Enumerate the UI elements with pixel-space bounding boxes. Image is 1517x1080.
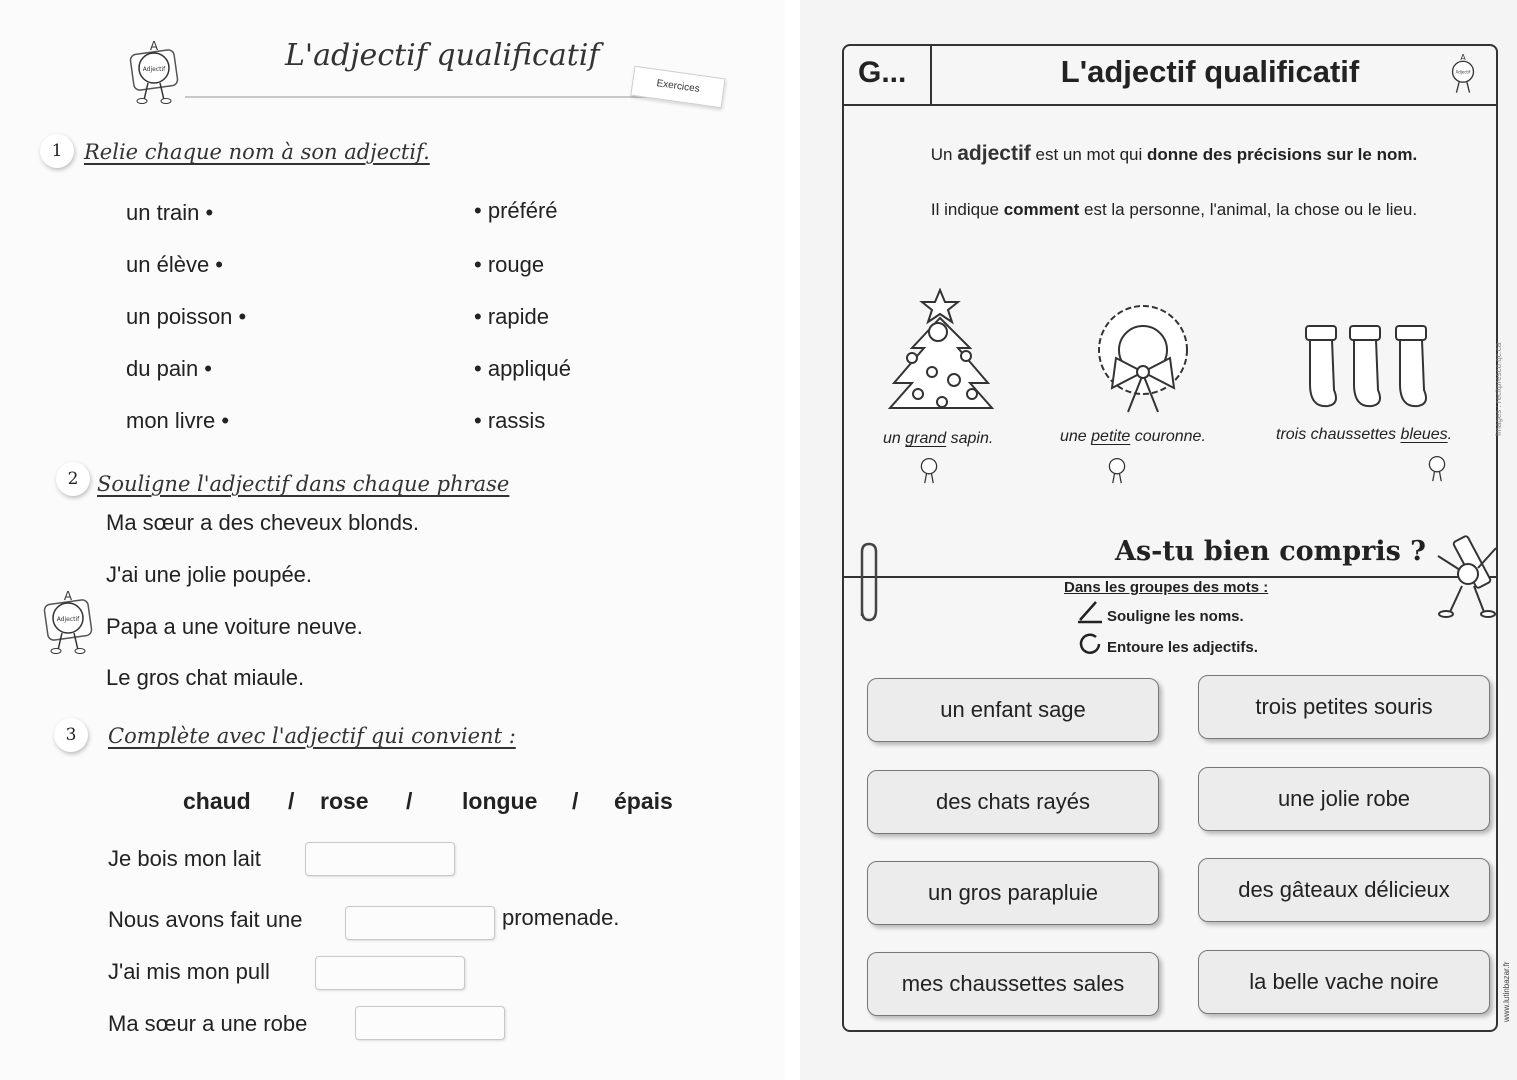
noun-item: mon livre •: [126, 408, 230, 433]
definition-line-1: Un adjectif est un mot qui donne des précisions sur le nom.: [930, 142, 1418, 165]
word-group-box[interactable]: mes chaussettes sales: [867, 952, 1159, 1016]
lesson-code: G...: [858, 56, 907, 89]
instruction-item: Souligne les noms.: [1107, 608, 1244, 625]
instruction-item: Entoure les adjectifs.: [1107, 639, 1258, 656]
exercise-3-instruction: Complète avec l'adjectif qui convient :: [108, 724, 516, 748]
svg-text:A: A: [63, 589, 73, 603]
noun-item: du pain •: [126, 356, 213, 381]
example-caption: trois chaussettes bleues.: [1276, 426, 1453, 443]
word-group-box[interactable]: des chats rayés: [867, 770, 1159, 834]
word-group-box[interactable]: des gâteaux délicieux: [1198, 858, 1490, 922]
sentence-item: Ma sœur a des cheveux blonds.: [106, 510, 420, 535]
quiz-title: As-tu bien compris ?: [1115, 536, 1427, 567]
paperclip-icon: [856, 540, 882, 624]
exercise-2-instruction: Souligne l'adjectif dans chaque phrase: [97, 472, 510, 496]
svg-text:Adjectif: Adjectif: [142, 66, 166, 73]
option-separator: /: [572, 788, 579, 814]
adjective-mascot-icon: [918, 452, 940, 488]
answer-blank[interactable]: [315, 956, 465, 990]
word-group-box[interactable]: une jolie robe: [1198, 767, 1490, 831]
adjective-option: épais: [614, 788, 673, 814]
sentence-item: Le gros chat miaule.: [106, 665, 305, 690]
circle-icon: [1078, 632, 1102, 656]
header-divider: [930, 46, 932, 106]
sentence-item: Papa a une voiture neuve.: [106, 614, 363, 639]
fill-sentence-before: Ma sœur a une robe: [108, 1011, 308, 1036]
noun-item: un poisson •: [126, 304, 247, 329]
noun-item: un train •: [126, 200, 214, 225]
option-separator: /: [288, 788, 295, 814]
stockings-icon: [1300, 322, 1440, 414]
word-group-box[interactable]: un enfant sage: [867, 678, 1159, 742]
sheet-title: L'adjectif qualificatif: [285, 38, 600, 73]
exercise-3-number: 3: [54, 718, 88, 752]
exercises-tag: Exercices: [630, 66, 725, 109]
svg-text:Adjectif: Adjectif: [56, 616, 80, 623]
adjective-mascot-icon: [128, 38, 180, 108]
adjective-option: rose: [320, 788, 369, 814]
pencil-mascot-icon: [1432, 530, 1504, 620]
adjective-item: • préféré: [474, 198, 558, 223]
fill-sentence-after: promenade.: [502, 905, 620, 930]
word-group-box[interactable]: la belle vache noire: [1198, 950, 1490, 1014]
adjective-mascot-icon: [1446, 52, 1480, 98]
word-group-box[interactable]: trois petites souris: [1198, 675, 1490, 739]
adjective-item: • rassis: [474, 408, 546, 433]
fill-sentence-before: Je bois mon lait: [108, 846, 261, 871]
adjective-mascot-icon: [1426, 450, 1448, 486]
page-gutter: [785, 0, 800, 1080]
pencil-underline-icon: [1076, 600, 1104, 624]
fill-sentence-before: J'ai mis mon pull: [108, 959, 270, 984]
example-caption: une petite couronne.: [1060, 428, 1206, 445]
christmas-tree-icon: [882, 288, 1002, 418]
section-divider: [844, 576, 1496, 578]
definition-line-2: Il indique comment est la personne, l'animal, la chose ou le lieu.: [930, 200, 1418, 219]
adjective-mascot-icon: [1106, 452, 1128, 488]
title-underline: [185, 96, 655, 98]
site-credit: www.lutinbazar.fr: [1502, 961, 1511, 1022]
adjective-item: • rouge: [474, 252, 545, 277]
exercise-1-number: 1: [40, 134, 74, 168]
answer-blank[interactable]: [345, 906, 495, 940]
adjective-option: chaud: [183, 788, 251, 814]
word-group-box[interactable]: un gros parapluie: [867, 861, 1159, 925]
wreath-icon: [1088, 300, 1198, 420]
svg-text:A: A: [1460, 52, 1466, 62]
image-credit: Images : recitpresco.qc.ca: [1494, 342, 1503, 436]
fill-sentence-before: Nous avons fait une: [108, 907, 303, 932]
sentence-item: J'ai une jolie poupée.: [106, 562, 313, 587]
svg-text:Adjectif: Adjectif: [1455, 69, 1471, 75]
noun-item: un élève •: [126, 252, 224, 277]
adjective-mascot-icon: [42, 588, 94, 658]
lesson-title: L'adjectif qualificatif: [1060, 54, 1360, 89]
answer-blank[interactable]: [305, 842, 455, 876]
example-caption: un grand sapin.: [883, 430, 994, 447]
exercise-1-instruction: Relie chaque nom à son adjectif.: [84, 140, 430, 164]
adjective-item: • rapide: [474, 304, 549, 329]
adjective-option: longue: [462, 788, 538, 814]
svg-text:A: A: [149, 39, 159, 53]
answer-blank[interactable]: [355, 1006, 505, 1040]
adjective-item: • appliqué: [474, 356, 572, 381]
exercise-2-number: 2: [56, 462, 90, 496]
instructions-heading: Dans les groupes des mots :: [1064, 579, 1269, 596]
option-separator: /: [406, 788, 413, 814]
